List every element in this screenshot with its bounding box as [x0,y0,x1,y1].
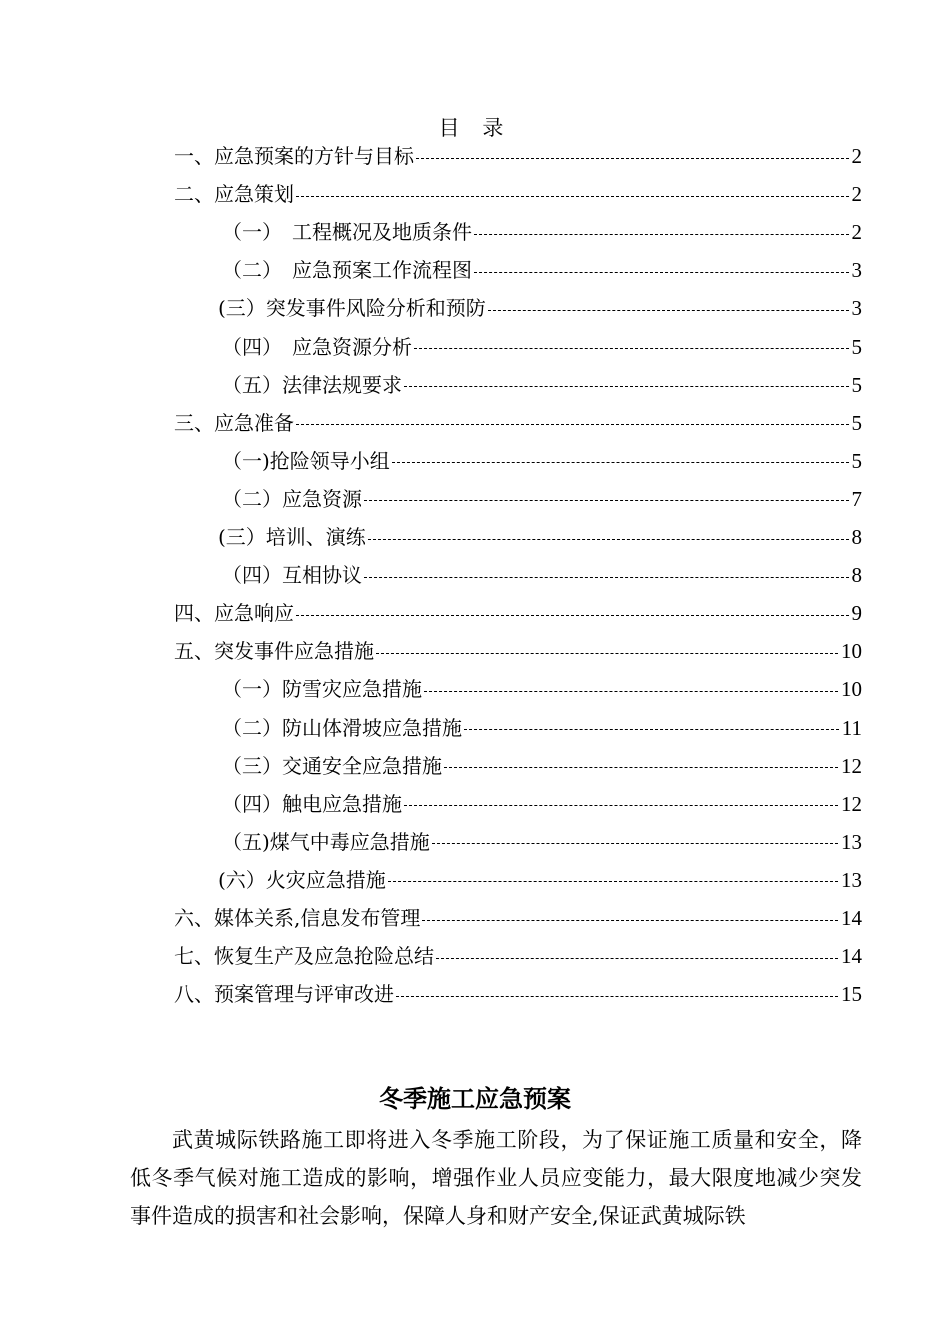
toc-dot-leader [404,805,838,806]
toc-entry[interactable] [174,633,862,669]
toc-dot-leader [296,615,849,616]
toc-dot-leader [368,539,849,540]
toc-title: 目 录 [438,116,512,140]
toc-entry[interactable] [222,824,862,860]
toc-entry-label: 五、突发事件应急措施 [174,639,374,664]
toc-entry-label: （五)煤气中毒应急措施 [222,829,430,854]
toc-entry-label: （二）应急资源 [222,486,362,511]
toc-entry-page: 15 [841,982,862,1007]
toc-entry-page: 13 [841,867,862,892]
toc-dot-leader [436,958,838,959]
toc-entry-page: 10 [841,677,862,702]
toc-entry-label: 七、恢复生产及应急抢险总结 [174,944,434,969]
toc-entry[interactable] [222,748,862,784]
toc-entry-page: 11 [841,715,862,740]
toc-entry-label: (三）突发事件风险分析和预防 [218,296,486,321]
toc-dot-leader [444,767,838,768]
toc-entry[interactable] [218,519,862,555]
toc-entry-label: （一） 工程概况及地质条件 [222,220,472,245]
toc-dot-leader [404,386,849,387]
toc-entry-page: 12 [841,753,862,778]
toc-entry[interactable] [222,481,862,517]
toc-entry-page: 9 [851,601,862,626]
toc-entry[interactable] [222,443,862,479]
toc-entry-label: （一）防雪灾应急措施 [222,677,422,702]
toc-dot-leader [388,881,838,882]
document-paragraph: 武黄城际铁路施工即将进入冬季施工阶段，为了保证施工质量和安全，降低冬季气候对施工造成的影响，增强作业人员应变能力，最大限度地减少突发事件造成的损害和社会影响，保障人身和财产安全,保证武黄城际铁 [130,1128,862,1228]
toc-entry-page: 3 [851,258,862,283]
toc-entry-page: 5 [851,448,862,473]
toc-dot-leader [296,196,849,197]
toc-entry-label: 四、应急响应 [174,601,294,626]
toc-entry-label: 二、应急策划 [174,182,294,207]
toc-entry-page: 7 [851,486,862,511]
toc-entry-label: (三）培训、演练 [218,525,366,549]
document-title: 冬季施工应急预案 [379,1085,571,1113]
toc-dot-leader [464,729,839,730]
toc-dot-leader [392,462,849,463]
toc-entry[interactable] [174,138,862,174]
toc-dot-leader [376,653,838,654]
toc-entry-label: (六）火灾应急措施 [218,867,386,892]
toc-entry[interactable] [222,214,862,250]
toc-dot-leader [474,234,849,235]
toc-entry[interactable] [222,671,862,707]
toc-entry-label: 八、预案管理与评审改进 [174,982,394,1007]
toc-entry-page: 10 [841,639,862,664]
toc-entry-page: 5 [851,410,862,435]
toc-entry[interactable] [222,329,862,365]
toc-entry[interactable] [222,367,862,403]
toc-dot-leader [488,310,849,311]
toc-entry-page: 13 [841,829,862,854]
toc-dot-leader [364,500,849,501]
toc-entry-page: 2 [851,220,862,245]
toc-entry-label: 三、应急准备 [174,410,294,435]
toc-entry-label: （五）法律法规要求 [222,372,402,397]
toc-entry-page: 5 [851,334,862,359]
toc-entry-page: 2 [851,182,862,207]
toc-entry-label: （四）触电应急措施 [222,791,402,816]
toc-entry-label: （二） 应急预案工作流程图 [222,258,472,283]
toc-dot-leader [424,691,838,692]
toc-dot-leader [422,920,838,921]
toc-entry-label: （四）互相协议 [222,563,362,588]
toc-entry[interactable] [174,176,862,212]
toc-entry[interactable] [222,557,862,593]
toc-entry-page: 8 [851,563,862,588]
toc-entry-label: （四） 应急资源分析 [222,334,412,359]
toc-entry-label: 一、应急预案的方针与目标 [174,144,414,168]
toc-entry-page: 14 [841,906,862,930]
toc-entry[interactable] [222,252,862,288]
toc-entry[interactable] [174,976,862,1012]
toc-entry-page: 2 [851,144,862,168]
toc-entry[interactable] [174,938,862,974]
toc-entry[interactable] [218,862,862,898]
toc-entry-label: （二）防山体滑坡应急措施 [222,715,462,740]
toc-entry[interactable] [174,595,862,631]
toc-entry-label: （一)抢险领导小组 [222,448,390,473]
toc-entry[interactable] [174,405,862,441]
toc-entry[interactable] [218,290,862,326]
toc-entry[interactable] [174,900,862,936]
toc-entry-label: （三）交通安全应急措施 [222,753,442,778]
toc-entry-page: 12 [841,791,862,816]
toc-entry-label: 六、媒体关系,信息发布管理 [174,906,421,930]
toc-entry-page: 5 [851,372,862,397]
toc-entry[interactable] [222,786,862,822]
toc-entry-page: 14 [841,944,862,969]
toc-dot-leader [364,577,849,578]
toc-entry-page: 3 [851,296,862,321]
toc-dot-leader [416,158,849,159]
toc-dot-leader [396,996,838,997]
toc-dot-leader [474,272,849,273]
toc-entry[interactable] [222,710,862,746]
toc-entry-page: 8 [851,525,862,549]
toc-dot-leader [414,348,849,349]
toc-dot-leader [296,424,849,425]
toc-dot-leader [432,843,838,844]
